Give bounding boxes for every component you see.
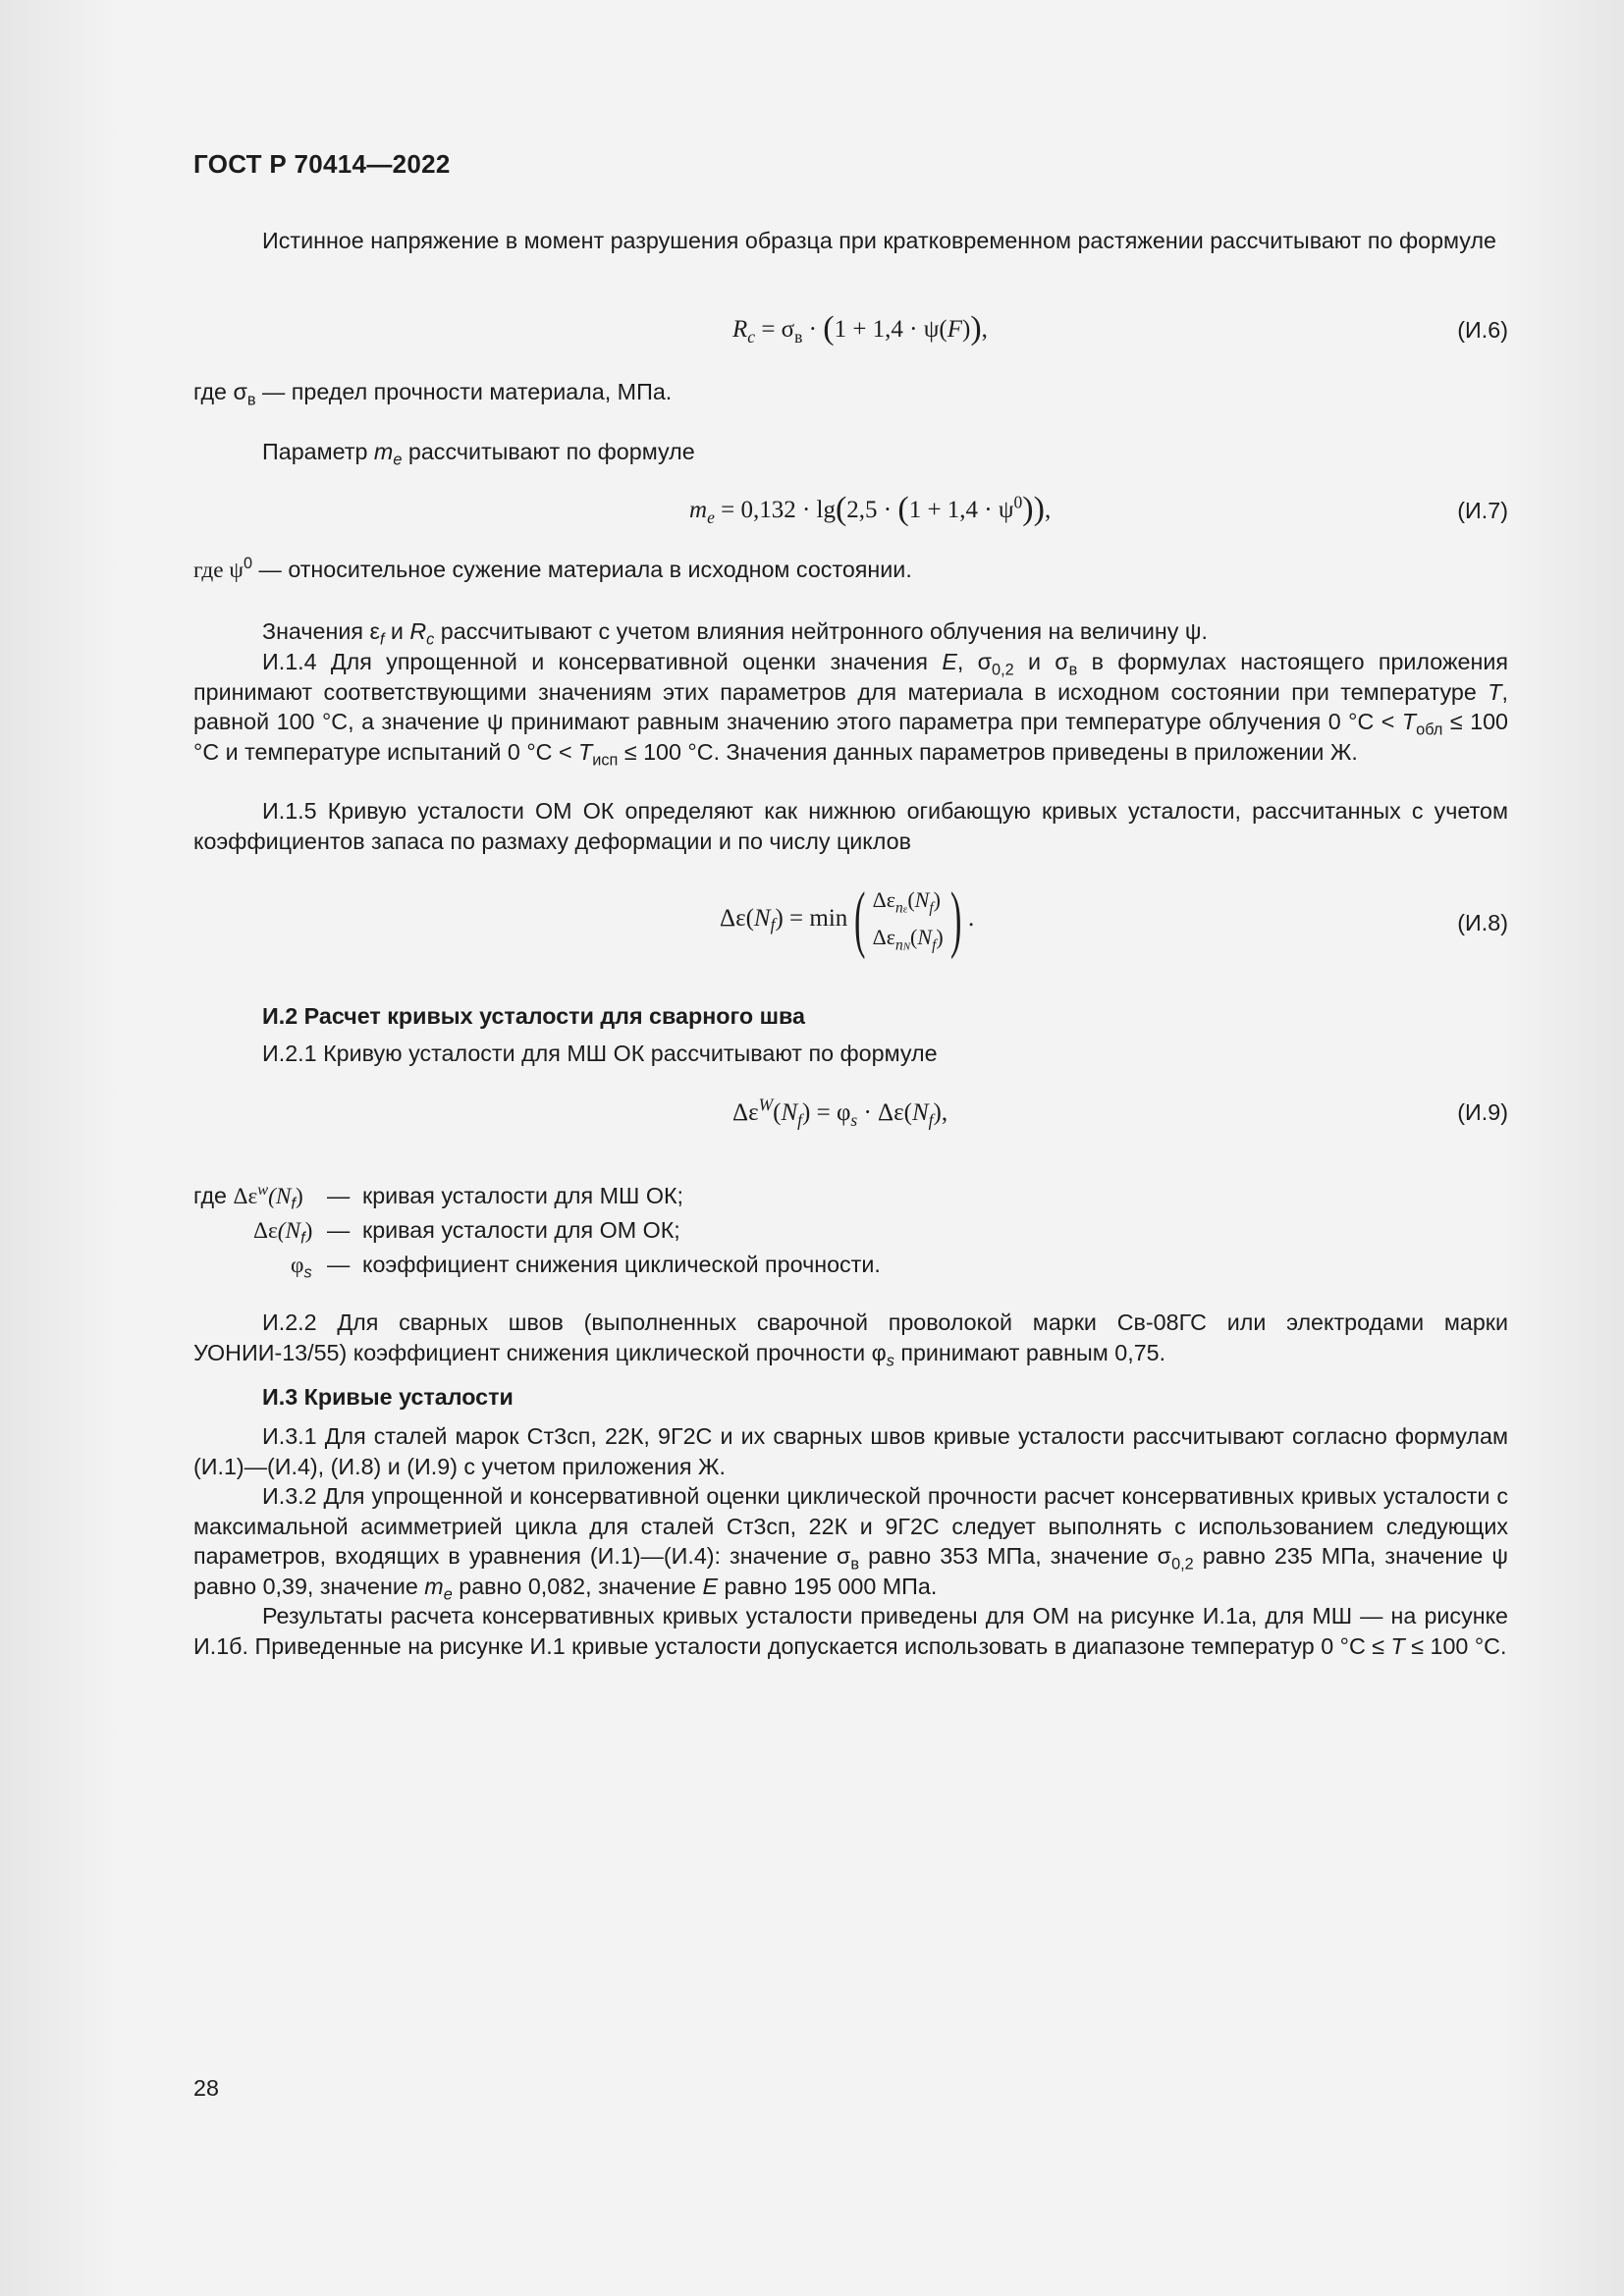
eq-part: · Δε( bbox=[857, 1099, 912, 1126]
equation-number-i9: (И.9) bbox=[1457, 1099, 1508, 1125]
eq-part: ) bbox=[936, 925, 944, 949]
where-dash-2: — bbox=[327, 1217, 351, 1243]
subscript: c bbox=[426, 630, 435, 649]
eq-part: Δε bbox=[872, 887, 895, 912]
eq-symbol: m bbox=[689, 497, 708, 523]
where-lead: где bbox=[193, 1183, 234, 1208]
eq-symbol: F bbox=[947, 316, 962, 343]
symbol: T bbox=[1488, 678, 1502, 705]
section-heading-i3: И.3 Кривые усталости bbox=[262, 1384, 514, 1410]
subscript: исп bbox=[592, 751, 619, 770]
symbol: T bbox=[1390, 1632, 1405, 1659]
where-desc-1: кривая усталости для МШ ОК; bbox=[362, 1183, 684, 1208]
eq-part: . bbox=[967, 905, 975, 932]
eq-part: ( bbox=[910, 925, 918, 949]
text-part: Параметр bbox=[262, 439, 374, 464]
eq-symbol: N bbox=[914, 887, 930, 912]
where-desc-2: кривая усталости для ОМ ОК; bbox=[362, 1217, 680, 1243]
equation-number-i7: (И.7) bbox=[1457, 498, 1508, 523]
eq-min-row-1 bbox=[873, 881, 944, 919]
eq-superscript: W bbox=[758, 1095, 774, 1115]
where-item-2 bbox=[253, 1217, 313, 1248]
eq-subscript: f bbox=[928, 1110, 934, 1130]
eq-part: 1 + 1,4 · ψ( bbox=[834, 316, 947, 343]
subscript: обл bbox=[1416, 721, 1443, 739]
text-part: , равной 100 °C, а значение ψ принимают равным значению этого параметра при температуре облучения 0 °C < bbox=[193, 678, 1508, 734]
equation-i9 bbox=[732, 1095, 948, 1130]
eq-big-paren: ( bbox=[854, 878, 866, 960]
where-sigma-v bbox=[193, 377, 1508, 407]
text-part: И.1.4 Для упрощенной и консервативной оценки значения bbox=[262, 649, 943, 674]
where-superscript: w bbox=[257, 1180, 269, 1200]
subscript: в bbox=[246, 391, 256, 409]
paragraph-i-1-5: И.1.5 Кривую усталости ОМ ОК определяют как нижнюю огибающую кривых усталости, рассчитанных с учетом коэффициентов запаса по размаху деформации и по числу циклов bbox=[193, 798, 1508, 854]
text-part: — относительное сужение материала в исходном состоянии. bbox=[252, 557, 912, 582]
subscript: 0,2 bbox=[1171, 1555, 1194, 1574]
paragraph-i-2-1: И.2.1 Кривую усталости для МШ ОК рассчитывают по формуле bbox=[262, 1041, 938, 1066]
eq-part: ( bbox=[773, 1099, 782, 1126]
where-subscript: s bbox=[303, 1263, 312, 1282]
section-heading-i2: И.2 Расчет кривых усталости для сварного шва bbox=[262, 1003, 805, 1029]
paragraph-results bbox=[193, 1601, 1508, 1661]
subscript: e bbox=[443, 1585, 453, 1604]
paragraph-true-stress: Истинное напряжение в момент разрушения образца при кратковременном растяжении рассчитывают по формуле bbox=[262, 228, 1496, 253]
where-symbol: Δε bbox=[233, 1184, 258, 1209]
where-dash-1: — bbox=[327, 1183, 351, 1208]
eq-part: Δε bbox=[732, 1099, 759, 1126]
eq-min-row-2 bbox=[873, 919, 944, 956]
eq-subscript: ε bbox=[902, 903, 908, 916]
text-part: И.3.2 Для упрощенной и консервативной оценки циклической прочности расчет консервативных кривых усталости с максимальной асимметрией цикла для сталей Ст3сп, 22К и 9Г2С следует выполнять с использованием следующих параметров, входящих в уравнения (И.1)—(И.4): значение σ bbox=[193, 1483, 1508, 1569]
text-part: в формулах настоящего приложения принимают соответствующими значениям этих параметров для материала в исходном состоянии при температуре bbox=[193, 649, 1509, 705]
eq-part: ) = φ bbox=[802, 1099, 851, 1126]
text-part: рассчитывают по формуле bbox=[402, 439, 695, 464]
eq-part: 1 + 1,4 · ψ bbox=[908, 497, 1014, 523]
text-part: где σ bbox=[193, 379, 247, 404]
where-symbol: (N bbox=[268, 1184, 292, 1209]
where-dash-3: — bbox=[327, 1252, 351, 1277]
eq-paren: ( bbox=[835, 491, 847, 527]
text-part: принимают равным 0,75. bbox=[893, 1339, 1166, 1365]
text-part: равно 235 МПа, значение ψ равно 0,39, значение bbox=[193, 1543, 1508, 1599]
text-part: и bbox=[384, 618, 410, 644]
eq-symbol: N bbox=[753, 905, 771, 932]
eq-part: = 0,132 · lg bbox=[714, 497, 836, 523]
text-part: И.2.2 Для сварных швов (выполненных сварочной проволокой марки Св-08ГС или электродами марки УОНИИ-13/55) коэффициент снижения циклической прочности φ bbox=[193, 1309, 1508, 1365]
where-symbol: ) bbox=[295, 1184, 303, 1209]
eq-paren: ) bbox=[1033, 491, 1045, 527]
subscript: f bbox=[379, 630, 385, 649]
eq-part: ) bbox=[933, 887, 941, 912]
eq-part: 2,5 · bbox=[846, 497, 898, 523]
text-part: и σ bbox=[1013, 649, 1069, 674]
paragraph-i-2-2 bbox=[193, 1308, 1508, 1370]
eq-subscript: e bbox=[707, 507, 715, 527]
eq-min-args bbox=[873, 881, 944, 956]
eq-paren: ) bbox=[970, 310, 982, 347]
subscript: в bbox=[1068, 661, 1078, 679]
symbol: E bbox=[702, 1573, 719, 1599]
eq-subscript: f bbox=[770, 914, 776, 934]
where-symbol: φ bbox=[291, 1253, 304, 1278]
where-psi0 bbox=[193, 555, 1508, 586]
equation-i8 bbox=[720, 878, 975, 960]
eq-symbol: R bbox=[732, 316, 748, 343]
equation-i7 bbox=[689, 491, 1052, 527]
eq-part: ) bbox=[962, 316, 971, 343]
eq-part: ( bbox=[907, 887, 915, 912]
text-part: Результаты расчета консервативных кривых усталости приведены для ОМ на рисунке И.1а, для МШ — на рисунке И.1б. Приведенные на рисунке И.1 кривые усталости допускается использовать в диапазоне температур 0 °C ≤ bbox=[193, 1603, 1508, 1659]
text-part: где ψ bbox=[193, 558, 244, 583]
text-part: равно 195 000 МПа. bbox=[718, 1573, 938, 1599]
document-code-header: ГОСТ Р 70414—2022 bbox=[193, 149, 451, 179]
symbol: E bbox=[942, 649, 957, 674]
eq-symbol: N bbox=[911, 1099, 929, 1126]
paragraph-values-ef-rc bbox=[193, 616, 1508, 647]
subscript: e bbox=[393, 451, 403, 469]
text-part: Значения ε bbox=[262, 618, 380, 644]
paragraph-i-3-1: И.3.1 Для сталей марок Ст3сп, 22К, 9Г2С и их сварных швов кривые усталости рассчитывают согласно формулам (И.1)—(И.4), (И.8) и (И.9) с учетом приложения Ж. bbox=[193, 1423, 1508, 1479]
eq-paren: ( bbox=[897, 491, 909, 527]
eq-part: , bbox=[1044, 497, 1052, 523]
superscript: 0 bbox=[244, 555, 253, 573]
eq-part: Δε( bbox=[720, 905, 754, 932]
paragraph-parameter-me bbox=[193, 437, 1508, 467]
eq-part: , bbox=[981, 316, 988, 343]
symbol: T bbox=[578, 738, 593, 765]
text-part: рассчитывают с учетом влияния нейтронного облучения на величину ψ. bbox=[434, 618, 1208, 644]
symbol: R bbox=[409, 618, 427, 644]
subscript: 0,2 bbox=[992, 661, 1014, 679]
equation-number-i8: (И.8) bbox=[1457, 910, 1508, 935]
eq-big-paren: ) bbox=[949, 878, 962, 960]
text-part: ≤ 100 °C. Значения данных параметров приведены в приложении Ж. bbox=[618, 738, 1358, 765]
eq-part: Δε bbox=[872, 925, 895, 949]
text-part: ≤ 100 °C и температуре испытаний 0 °C < bbox=[193, 709, 1508, 765]
eq-subscript: s bbox=[850, 1110, 858, 1130]
where-subscript: f bbox=[291, 1195, 296, 1213]
subscript: в bbox=[850, 1555, 860, 1574]
text-part: ≤ 100 °C. bbox=[1404, 1632, 1507, 1659]
eq-subscript: в bbox=[794, 327, 803, 347]
where-desc-3: коэффициент снижения циклической прочности. bbox=[362, 1252, 881, 1277]
subscript: s bbox=[886, 1352, 894, 1370]
paragraph-i-1-4 bbox=[193, 647, 1509, 770]
eq-subscript: f bbox=[929, 899, 934, 917]
eq-part: · bbox=[802, 316, 824, 343]
eq-subscript: N bbox=[902, 940, 911, 953]
symbol: m bbox=[424, 1573, 444, 1599]
paragraph-i-3-2 bbox=[193, 1481, 1508, 1604]
eq-subscript: n bbox=[895, 936, 903, 954]
symbol: m bbox=[373, 439, 394, 464]
where-symbol: Δε bbox=[253, 1218, 278, 1244]
eq-symbol: N bbox=[781, 1099, 798, 1126]
equation-number-i6: (И.6) bbox=[1457, 317, 1508, 343]
eq-subscript: n bbox=[895, 899, 903, 917]
eq-paren: ( bbox=[823, 310, 835, 347]
eq-part: ), bbox=[933, 1099, 948, 1126]
symbol: T bbox=[1401, 709, 1417, 734]
eq-subscript: c bbox=[747, 327, 756, 347]
eq-subscript: f bbox=[932, 936, 937, 954]
where-subscript: f bbox=[300, 1229, 305, 1248]
eq-paren: ) bbox=[1022, 491, 1034, 527]
eq-part: = σ bbox=[755, 316, 795, 343]
eq-subscript: f bbox=[797, 1110, 803, 1130]
eq-symbol: N bbox=[917, 925, 933, 949]
where-symbol: ) bbox=[304, 1218, 313, 1244]
text-part: равно 0,082, значение bbox=[452, 1573, 703, 1599]
page-number: 28 bbox=[193, 2075, 219, 2101]
text-part: , σ bbox=[956, 649, 993, 674]
where-symbol: (N bbox=[277, 1218, 301, 1244]
eq-part: ) = min bbox=[775, 905, 848, 932]
where-item-3 bbox=[291, 1252, 312, 1282]
text-part: равно 353 МПа, значение σ bbox=[859, 1543, 1172, 1569]
text-part: — предел прочности материала, МПа. bbox=[255, 379, 673, 404]
eq-superscript: 0 bbox=[1013, 492, 1023, 512]
where-item-1 bbox=[193, 1180, 303, 1213]
equation-i6 bbox=[732, 310, 988, 347]
